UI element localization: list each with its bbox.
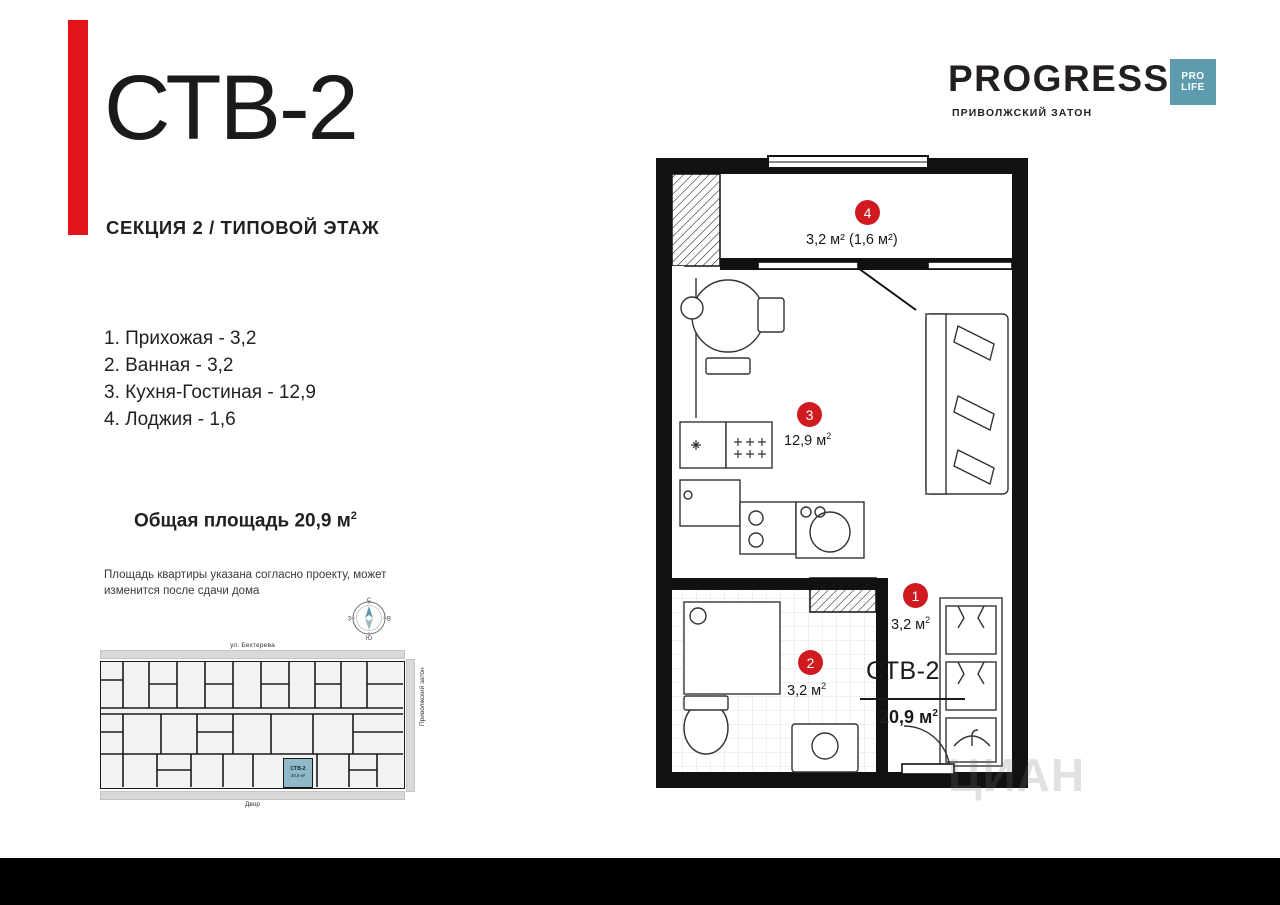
total-area-label: Общая площадь 20,9 м <box>134 510 351 532</box>
room-area-4: 3,2 м² (1,6 м²) <box>806 232 898 248</box>
room-list-item-2: 2. Ванная - 3,2 <box>104 355 234 376</box>
room-list-item-1: 1. Прихожая - 3,2 <box>104 328 257 349</box>
total-area <box>134 510 357 532</box>
room-area-1-value: 3,2 м <box>891 616 926 633</box>
logo-badge <box>1170 59 1216 105</box>
room-badge-2: 2 <box>798 650 823 675</box>
mini-unit-code: СТВ-2 <box>290 766 306 773</box>
page-title: СТВ-2 <box>104 57 357 159</box>
room-list-item-4: 4. Лоджия - 1,6 <box>104 409 236 430</box>
room-badge-3: 3 <box>797 402 822 427</box>
mini-plan-body <box>100 661 405 789</box>
unit-callout-name: СТВ-2 <box>866 657 940 685</box>
disclaimer-note: Площадь квартиры указана согласно проекту, может изменится после сдачи дома <box>104 569 387 597</box>
unit-callout-area-value: 20,9 м <box>879 707 933 727</box>
room-badge-4: 4 <box>855 200 880 225</box>
room-area-2 <box>787 681 826 699</box>
room-list <box>104 325 316 433</box>
room-area-3 <box>784 431 831 449</box>
balcony-window <box>768 156 928 168</box>
logo-wordmark: PROGRESS <box>948 58 1170 99</box>
street-label-top <box>100 642 405 659</box>
svg-text:Ю: Ю <box>365 636 373 642</box>
unit-callout-divider <box>860 698 965 700</box>
mini-plan-walls <box>101 662 403 787</box>
bottom-bar <box>0 858 1280 905</box>
compass-icon <box>345 594 393 642</box>
logo-badge-line1: PRO <box>1181 70 1205 82</box>
watermark: ЦИАН <box>948 749 1086 801</box>
room-list-item-3: 3. Кухня-Гостиная - 12,9 <box>104 382 316 403</box>
svg-text:В: В <box>387 616 392 623</box>
room-area-2-sup: 2 <box>821 681 827 691</box>
room-badge-1: 1 <box>903 583 928 608</box>
washbasin <box>792 724 858 772</box>
street-bottom-text: Двор <box>244 801 260 808</box>
room-area-3-value: 12,9 м <box>784 432 827 449</box>
svg-text:С: С <box>366 598 372 604</box>
svg-text:З: З <box>347 616 352 623</box>
logo-tagline: ПРИВОЛЖСКИЙ ЗАТОН <box>952 107 1093 119</box>
logo-badge-line2: LIFE <box>1181 82 1205 93</box>
wardrobe <box>940 598 1002 766</box>
sofa <box>926 314 1008 494</box>
accent-bar <box>68 20 88 235</box>
room-area-1-sup: 2 <box>925 615 931 625</box>
room-area-3-sup: 2 <box>826 431 832 441</box>
unit-callout-area <box>879 707 938 728</box>
total-area-unit-sup: 2 <box>350 510 357 522</box>
street-right-text: Приволжский затон <box>419 667 426 726</box>
mini-unit-area: 20,9 м² <box>290 773 306 779</box>
mini-plan-highlighted-unit[interactable] <box>283 758 313 788</box>
unit-callout-area-sup: 2 <box>932 708 938 719</box>
street-top-text: ул. Бехтерева <box>230 642 275 649</box>
page-subtitle: СЕКЦИЯ 2 / ТИПОВОЙ ЭТАЖ <box>106 217 380 238</box>
room-area-1 <box>891 615 930 633</box>
street-label-bottom <box>100 791 405 808</box>
brand-logo <box>948 58 1216 130</box>
toilet <box>684 696 728 754</box>
shower-tray <box>684 602 780 694</box>
room-area-2-value: 3,2 м <box>787 682 822 699</box>
street-label-right <box>406 659 426 792</box>
mini-floor-plan <box>100 642 426 815</box>
